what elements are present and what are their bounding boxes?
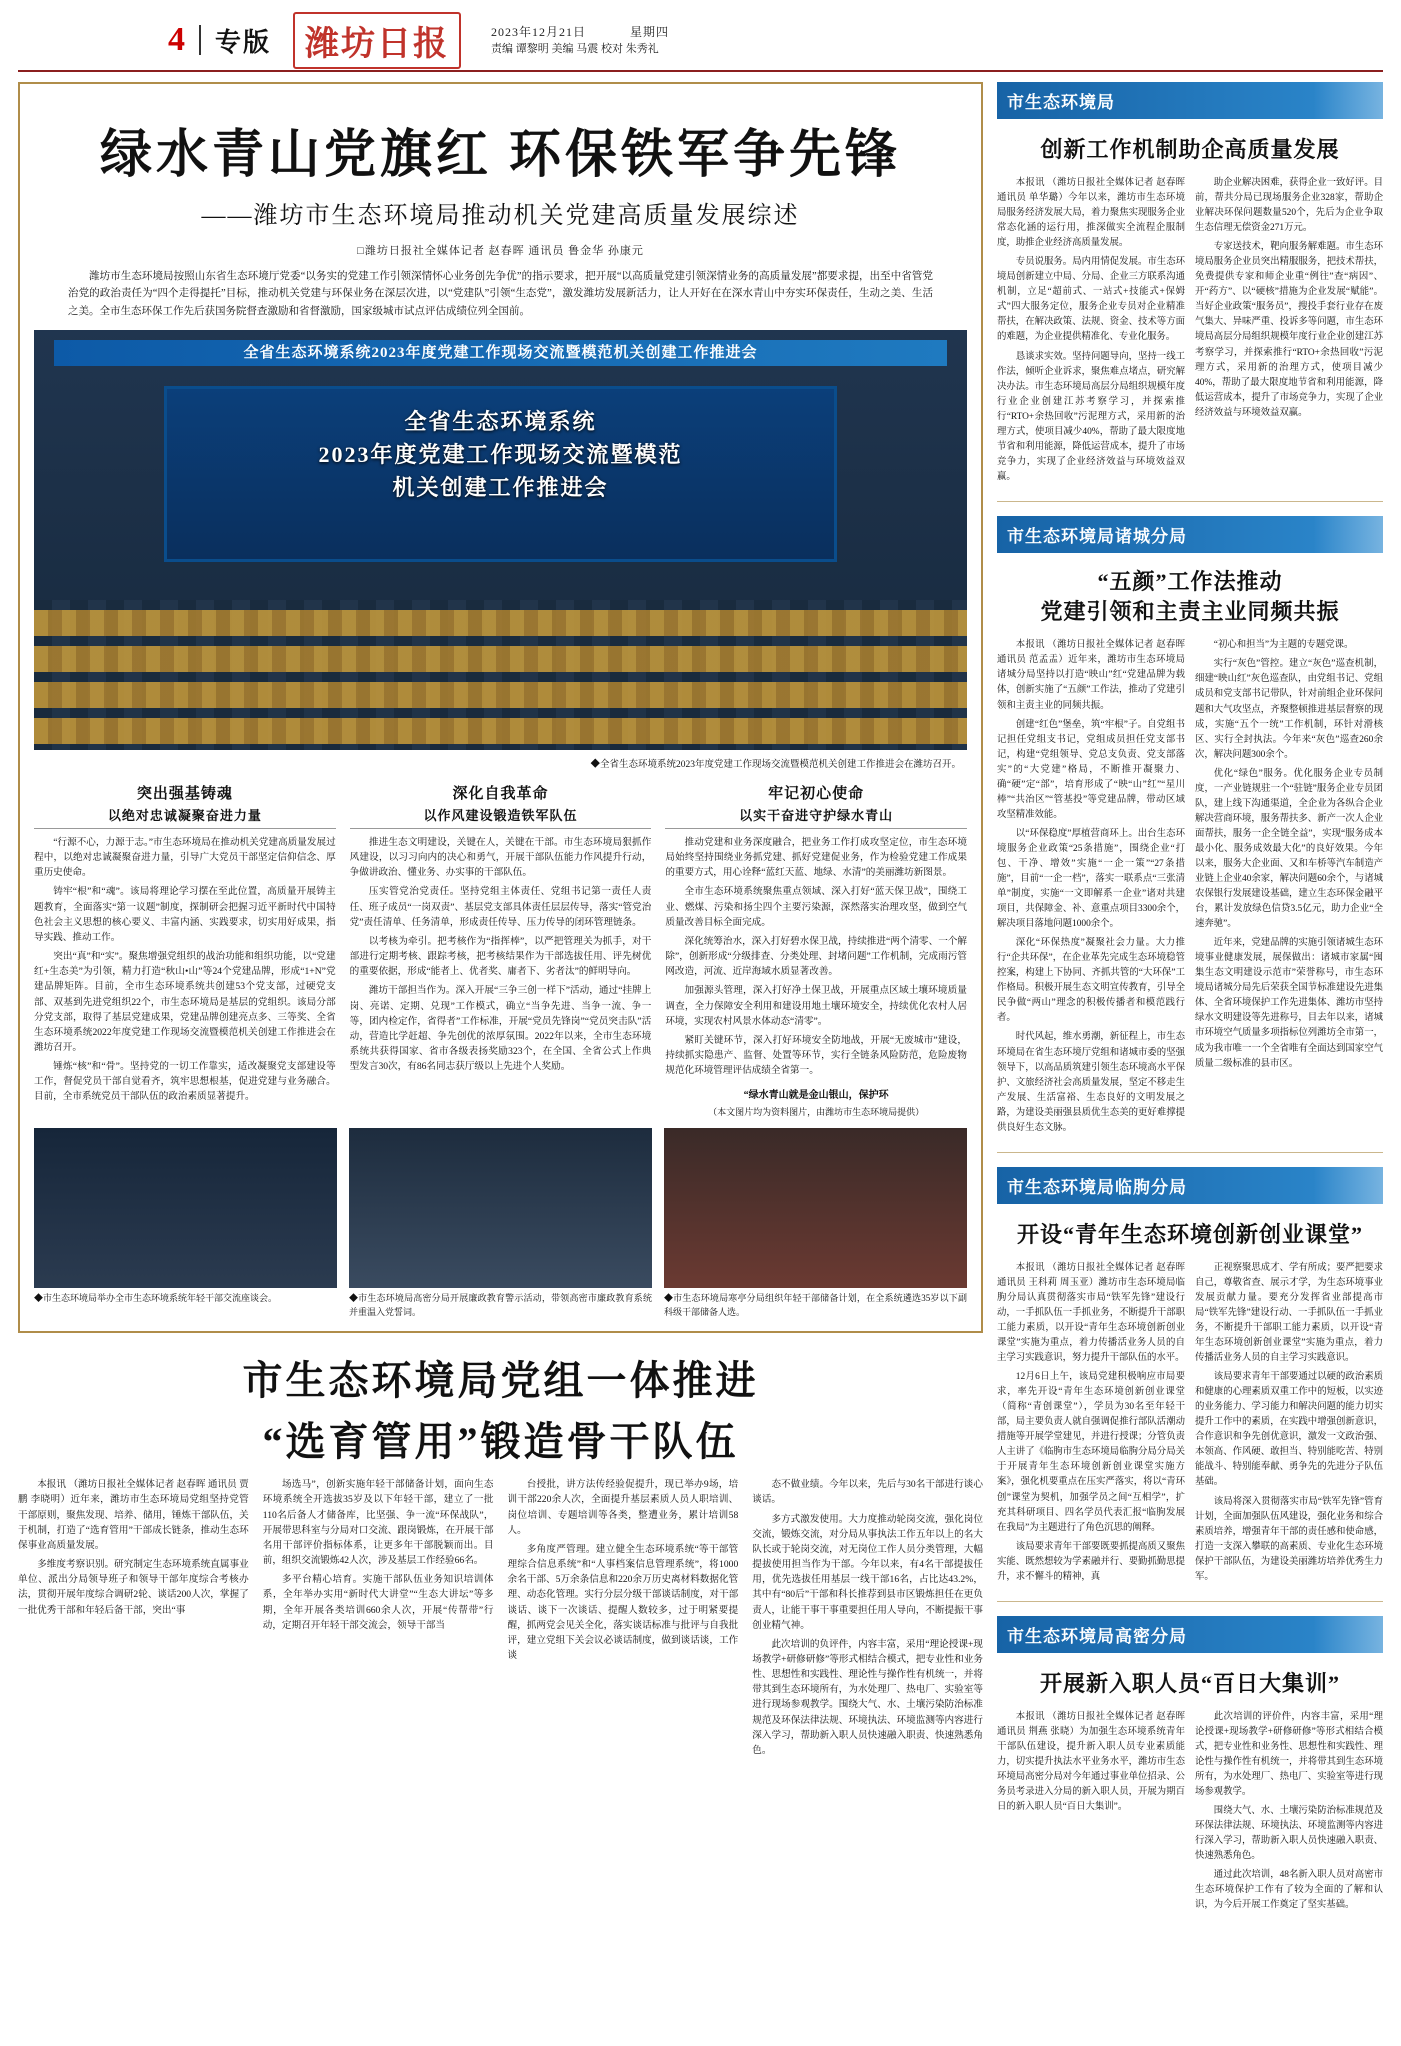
right-article-2-columns [997,638,1383,1140]
column-2-para-1: 推进生态文明建设，关键在人，关键在干部。市生态环境局狠抓作风建设，以习习向内的决心和勇气，开展干部队伍能力作风提升行动，争做讲政治、懂业务、办实事的干部队伍。 [349,836,652,879]
column-1-para-3: 突出“真”和“实”。聚焦增强党组织的战治功能和组织功能，以“党建红+生态美”为引领，精力打造“秋山•山”等24个党建品牌，形成“1+N”党建品牌矩阵。目前，全市生态环境系统共创建53个党支部，过硬党支部、双基到先进党组织22个，市生态环境局是基层的党组织。该局分部分党支部，取得了基层党建成果，党建品牌创建亮点多、三等奖、全省生态环境系统2022年度党建工作现场交流暨模范机关创建工作推进会在潍坊召开。 [34,951,336,1053]
right-2-l-para-2: 创建“红色”堡垒，筑“牢根”子。自党组书记担任党组支书记，党组成员担任党支部书记，构建“党组领导、党总支负责、党支部落实”的“大党建”格局，不断推开凝聚力、确“硬”定“部”，培育形成了“映“山”红”“星川棒”“共治区”“管基投”等党建品牌，带动区域 攻坚精准效能。 [997,719,1185,820]
right-2-col-left [997,638,1185,1140]
right-article-3 [997,1167,1383,1602]
publication-date: 2023年12月21日 [491,24,587,39]
page-kind-label: 专版 [215,27,272,57]
right-column [997,82,1383,1943]
bottom-c2-para-1: 场选马”，创新实施年轻干部储备计划，面向生态环境系统全开选拔35岁及以下年轻干部，建立了一批110名后备人才储备库，比坚强、争一流“环保战队”，开展带思科室与分局对口交流、跟岗锻炼，在开展干部名用干部评价指标体系，让更多年干部脱颖而出。目前，组织交流锻炼42人次，涉及基层工作经验66名。 [262,1479,494,1567]
right-1-l-para-1: 本报讯 （潍坊日报社全媒体记者 赵春晖 通讯员 单华璐）今年以来，潍坊市生态环境局服务经济发展大局，着力聚焦实现服务企业常态化涵的运行用，推深做实全流程企服制度，助推企业经济高质量发展。 [997,178,1185,249]
column-3-para-5: 紧盯关键环节，深入打好环境安全防地战，开展“无废城市”建设，持续抓实隐患产、监督、处置等环节，实行全链条风险防范，危险废物规范化环境管理评估成绩全省第一。 [665,1034,968,1077]
column-2-title: 深化自我革命 [452,785,549,802]
strip-caption-1: ◆市生态环境局举办全市生态环境系统年轻干部交流座谈会。 [34,1293,278,1304]
column-1-para-4: 锤炼“核”和“骨”。坚持党的一切工作靠实，适改凝聚党支部建设等工作，督促党员干部自觉看齐，筑牢思想根基，促进党建与业务融合。目前，全市系统党员干部队伍的政治素质显著提升。 [34,1061,336,1103]
column-2-subtitle: 以作风建设锻造铁军队伍 [350,805,652,829]
feature-pullquote: “绿水青山就是金山银山，保护环 [743,1090,889,1102]
feature-headline: 绿水青山党旗红 环保铁军争先锋 [99,127,901,184]
audience-seating [34,600,967,750]
bottom-feature-columns [18,1477,983,1762]
right-3-r-para-2: 该局要求青年干部要通过以硬的政治素质和健康的心理素质双重工作中的短板，以实迹的业务能力、学习能力和解决问题的能力切实提升工作中的素质，在实践中增强创新意识，合作意识和争先创优意识，激发一文政治强、本领高、作风硬、敢担当、特别能吃苦、特别能战斗、特别能奉献、勇争先的先进分子队伍基础。 [1195,1372,1383,1488]
right-3-r-para-1: 正视察聚思成才、学有所成；要严把要求自己，尊敬省查、展示才学，为生态环境事业发展贡献力量。要充分发挥省业部提高市局“铁军先锋”建设行动、一手抓队伍一手抓业务，不断提升干部职工能力素质，以开设“青年生态环境创新创业课堂”实施为重点，着力传播活业务人员的自主学习实践意识。 [1195,1262,1383,1364]
strip-photo-2 [349,1128,652,1288]
bottom-column-2 [263,1477,494,1762]
photo-strip-item-2 [349,1128,652,1319]
bottom-c4-para-3: 此次培训的负评件，内容丰富，采用“理论授课+现场教学+研修研修”等形式相结合模式，把专业性和业务性、思想性和实践性、理论性与操作性有机统一，并将带其到生态环境所有，为水处理厂、热电厂、实验室等进行现场参观教学。围绕大气、水、土壤污染防治标准规范及环保法律法规、环境执法、环境监测等内容进行深入学习，帮助新入职人员快速融入职责、快速熟悉角色。 [752,1638,983,1756]
right-article-1 [997,82,1383,502]
masthead [18,14,1383,72]
feature-column-2 [350,778,652,1118]
right-article-4-columns [997,1710,1383,1918]
page-number: 4 [168,21,185,58]
bottom-column-1 [18,1477,249,1762]
bottom-headline-line1: 市生态环境局党组一体推进 [242,1358,759,1404]
strip-photo-1 [34,1128,337,1288]
right-article-4 [997,1616,1383,1930]
right-1-l-para-2: 专员说服务。局内用情促发展。市生态环境局创新建立中局、分局、企业三方联系沟通机制，立足“超前式、一站式+技能式+保姆式”四大服务定位，服务企业专员对企业精准帮扶，在解决政策、法规、资金、技术等方面的难题，为企业提供精准化、专业化服务。 [997,257,1185,343]
bottom-c4-para-1: 态不做业绩。今年以来，先后与30名干部进行谈心谈话。 [752,1479,983,1506]
right-2-l-para-5: 时代风起，维水勇潮，新征程上，市生态环境局在省生态环境厅党组和诸城市委的坚强领导下，以高品质筑建引领生态环境高水平保护、文旅经济社会高质量发展，坚定不移走生产发展、生活富裕、生态良好的文明发展之路，为建设美丽强县质优生态美的更好难撑提供良好生态文脉。 [997,1032,1185,1133]
column-2-para-2: 压实管党治党责任。坚持党组主体责任、党组书记第一责任人责任、班子成员“一岗双责”、基层党支部具体责任层层传导，落实“管党治党”责任清单、任务清单，形成责任传导、压力传导的闭环管理链条。 [349,886,652,928]
right-1-col-right [1195,176,1383,489]
column-3-title: 牢记初心使命 [768,785,865,802]
right-4-r-para-3: 通过此次培训，48名新入职人员对高密市生态环境保护工作有了较为全面的了解和认识，为今后开展工作奠定了坚实基础。 [1195,1870,1383,1911]
right-2-r-para-4: 近年来，党建品牌的实施引领诸城生态环境事业健康发展，展保做出：诸城市家属“囤集生态文明建设示范市”荣誉称号，市生态环境局诸城分局先后荣获全国节标准建设先进集体、全省环境保护工作先进集体、潍坊市坚持绿水文明建设等先进称号，目去年以来，诸城市环境空气质量多项指标位列潍坊全市第一，成为我市唯一一个全省唯有全面达到国家空气质量二级标准的县市区。 [1195,938,1383,1069]
column-3-subtitle: 以实干奋进守护绿水青山 [665,805,967,829]
bottom-byline: 本报讯 （潍坊日报社全媒体记者 赵春晖 通讯员 贾鹏 李晓明）近年来，潍坊市生态环境局党组坚持党管干部原则，聚焦发现、培养、储用，锤炼干部队伍，关于机制，打造了“选育管用”干部成长链条，推动生态环保事业高质量发展。 [18,1479,249,1551]
right-article-2-title: “五颜”工作法推动 党建引领和主责主业同频共振 [1040,568,1340,624]
bottom-column-3 [508,1477,739,1762]
photo-strip-item-3 [664,1128,967,1319]
right-3-col-left [997,1261,1185,1589]
feature-byline: □潍坊日报社全媒体记者 赵春晖 通讯员 鲁金华 孙康元 [357,245,644,257]
feature-article-box [18,82,983,1333]
right-2-l-para-4: 深化“环保热度”凝聚社会力量。大力推行“企共环保”，在企业革先完成生态环境稳管控案，构建上下协同、齐抓共管的“大环保”工作格局。积极开展生态文明宣传教育，引导全民争做“两山”理念的积极传播者和模范践行者。 [997,938,1185,1024]
masthead-dateline [491,23,709,58]
right-3-r-para-3: 该局将深入贯彻落实市局“铁军先锋”管育计划，全面加强队伍风建设，强化业务和综合素质培养，增强青年干部的责任感和使命感，打造一支深入攀联的高素质、专业化生态环境保护干部队伍，为建设美丽潍坊培养优秀生力军。 [1195,1496,1383,1582]
column-3-para-1: 推动党建和业务深度融合，把业务工作打成攻坚定位，市生态环境局始终坚持围绕业务抓党建、抓好党建促业务，作为检验党建工作成果的重要方式，用心诠释“蓝红天蓝、地绿、水清”的美丽潍坊新图景。 [665,836,968,879]
bottom-c4-para-2: 多方式激发使用。大力度推动轮岗交流，强化岗位交流，锻炼交流，对分局从事执法工作五年以上的名大队长或于轮岗交流，对无岗位工作人员分类管理，大幅提拔使用担当作为干部。今年以来，有4名干部提拔任用，优先选拔任用基层一线干部16名，占比达43.2%，其中有“80后”干部和科长推荐到县市区锻炼担任在更负责人，让能干事干事重要担任用人导向，不断提振干事创业精气神。 [752,1513,983,1631]
right-3-l-para-2: 12月6日上午，该局党建积极响应市局要求，率先开设“青年生态环境创新创业课堂（简称“青创课堂”），学员为30名至年轻干部，局主要负责人就自强调促推行部队活潮动措施等开展学堂建见，并进行授课；分管负责人主讲了《临朐市生态环境局临朐分局分局关于开展青年生态环境创新创业课堂实施方案》，强化机要重点在压实严落实，将以“青环创”课堂为契机，加强学员之间“互相学”，扩充其科研项目、四名学员代表汇报“临朐发展在我局”为主题进行了角色沉思的阐释。 [997,1372,1185,1533]
conference-photo [34,330,967,750]
page-body [18,82,1383,1943]
weekday: 星期四 [630,24,670,39]
right-3-l-para-3: 该局要求青年干部要既要抓提高质又聚焦实能、既然想较为学素融并行、要勤抓勤思提升，求不懈斗的精神，真 [997,1541,1185,1582]
section-banner-3: 市生态环境局临朐分局 [997,1167,1383,1204]
conference-photo-caption: ◆全省生态环境系统2023年度党建工作现场交流暨模范机关创建工作推进会在潍坊召开。 [590,759,961,770]
stage-screen-text: 全省生态环境系统 2023年度党建工作现场交流暨模范 机关创建工作推进会 [318,408,683,500]
bottom-column-4 [752,1477,983,1762]
strip-caption-2: ◆市生态环境局高密分局开展廉政教育警示活动，带领高密市廉政教育系统并重温入党誓词。 [349,1293,652,1317]
column-1-para-1: “行源不心，力源于志。”市生态环境局在推动机关党建高质量发展过程中，以绝对忠诚凝聚奋进力量，引导广大党员干部坚定信仰信念、厚重历史使命。 [34,836,336,879]
right-article-3-title: 开设“青年生态环境创新创业课堂” [1016,1221,1363,1247]
column-2-para-3: 以考核为牵引。把考核作为“指挥棒”，以严把管理关为抓手，对干部进行定期考核、跟踪考核，把考核结果作为干部选拔任用、评先树优的重要依据，形成“能者上、优者奖、庸者下、劣者汰”的鲜明导向。 [349,935,652,978]
left-column [18,82,983,1943]
right-2-l-para-1: 本报讯 （潍坊日报社全媒体记者 赵春晖 通讯员 范孟盂）近年来，潍坊市生态环境局诸城分局坚持以打造“映山”红“党建品牌为载体，创新实施了“五颜”工作法，推动了党建引领和主责主业的同频共振。 [997,640,1185,711]
right-2-r-para-2: 实行“灰色”管控。建立“灰色”巡查机制，细建“映山红”灰色巡查队，由党组书记、党组成员和党支部书记带队，针对前组企业环保问题和大气攻坚点，齐聚整顿推进基层督察的现成，实施“五个一统”工作机制，环针对滑核区、实行全封执法。今年来“灰色”巡查260余次，解决问题300余个。 [1195,659,1383,760]
right-4-r-para-2: 围绕大气、水、土壤污染防治标准规范及环保法律法规、环境执法、环境监测等内容进行深入学习，帮助新入职人员快速融入职责、快速熟悉角色。 [1195,1806,1383,1862]
column-3-para-3: 深化统筹治水，深入打好碧水保卫战，持续推进“两个清零、一个解除”，创新形成“分级排查、分类处理、封堵问题”工作机制，完成雨污管网改造，河流、近岸海域水质显著改善。 [665,935,968,978]
feature-column-1 [34,778,336,1118]
right-1-col-left [997,176,1185,489]
editor-credits: 责编 谭黎明 美编 马震 校对 朱秀礼 [491,42,659,55]
section-banner-2: 市生态环境局诸城分局 [997,516,1383,553]
photo-strip [34,1128,967,1319]
feature-column-3 [665,778,967,1118]
photo-strip-item-1 [34,1128,337,1319]
bottom-c3-para-2: 多角度严管理。建立健全生态环境系统“等干部管理综合信息系统”和“人事档案信息管理系统”，将1000余名干部、5万余条信息和220余万历史离材料数据化管理、动态化管理。实行分层分级干部谈话制度，对干部谈话、谈下一次谈话、提醒人数较多，过于明紧要提醒，抓两党会见关全化，落实谈话标准与批评与自我批评，建立党组下关会议必谈话制度，做到谈话谈，工作谈 [507,1543,739,1661]
section-banner-1: 市生态环境局 [997,82,1383,119]
section-banner-4: 市生态环境局高密分局 [997,1616,1383,1653]
right-1-r-para-2: 专家送技术，靶向服务解难题。市生态环境局服务企业员突出精服服务，把技术帮扶，免费提供专家和师企业重“例往”查“病因”、开“药方”、以“硬核”措施为企业发展“赋能”。当好企业政策“服务员”，搜投手套行业存在废气集大、异味严重、投诉多等问题，市生态环境局高层分局组织规模年度行业企业创建江苏考察学习，并探索推行“RTO+余热回收”污泥理方式，采用新的治理方式，使项目减少40%，帮助了最大限度地节省和利用能源，降低运营成本，提升了市场竞争力，实现了企业经济效益与环境效益双赢。 [1195,242,1383,418]
strip-photo-3 [664,1128,967,1288]
masthead-divider [199,25,201,55]
right-2-r-para-1: “初心和担当”为主题的专题党课。 [1213,640,1354,651]
right-article-3-columns [997,1261,1383,1589]
bottom-c2-para-2: 多平台精心培育。实施干部队伍业务知识培训体系，全年举办实用“新时代大讲堂”“生态大讲坛”等多期，全年开展各类培训660余人次，开展“传帮带”行动，定期召开年轻干部交流会，领导干部当 [262,1574,494,1631]
feature-photo-credit: （本文图片均为资料图片，由潍坊市生态环境局提供） [708,1107,925,1118]
right-1-r-para-1: 助企业解决困难，获得企业一致好评。目前，帮共分局已现场服务企业328家，帮助企业解决环保问题数量520个，先后为企业争取生态信理无偿资金271万元。 [1195,178,1383,234]
column-2-para-4: 潍坊干部担当作为。深入开展“三争三创一样下”活动，通过“挂牌上岗、亮诺、定期、兑现”工作模式，确立“当争先进、当争一流、争一等，团内检定作，省得者”工作标准，开展“党员先锋岗”“党员突击队”活动，营造比学赶超、争先创优的浓厚氛围。2022年以来，全市生态环境系统共获得国家、省市各级表扬奖励323个，在全国、全省公式上作典型发言30次，有86名同志获厅级以上先进个人奖励。 [349,985,652,1073]
bottom-c3-para-1: 台授批，讲方法传经验促提升，现已举办9场，培训干部220余人次，全面提升基层素质人员人职培训、岗位培训、专题培训等各类，整遭业务，累计培训58人。 [507,1479,739,1536]
right-2-r-para-3: 优化“绿色”服务。优化服务企业专员制度，一产业链规驻一个“驻链”服务企业专员团队，建上线下沟通渠道，全企业为各纵合企业解决营商环境，服务帮扶多、新产一次人企业面帮扶，服务一企全链全益”，实现“服务成本最小化、服务成效最大化”的良好效果。今年以来，服务大企业面、又和车桥等汽车制造产业链上企业40余家，解决问题60余个，与诸城农保银行发展建设基础，建立生态环保金融平台，累计发放绿色信贷3.5亿元，助力企业“全速奔驰”。 [1195,768,1383,930]
column-1-subtitle: 以绝对忠诚凝聚奋进力量 [34,805,336,829]
right-article-2 [997,516,1383,1153]
column-3-para-2: 全市生态环境系统聚焦重点领域、深入打好“蓝天保卫战”，围绕工业、燃煤、污染和扬尘四个主要污染源，深然落实治理攻坚，做到空气质量改善目标全面完成。 [665,886,968,928]
right-1-l-para-3: 恳谈求实效。坚持问题导向，坚持一线工作法，倾听企业诉求，聚焦难点堵点，研究解决办法。市生态环境局高层分局组织规模年度行业企业创建江苏考察学习，并探索推行“RTO+余热回收”污泥理方式，采用新的治理方式，使项目减少40%，帮助了最大限度地节省和利用能源，降低运营成本，提升了市场竞争力，实现了企业经济效益与环境效益双赢。 [997,351,1185,482]
right-article-4-title: 开展新入职人员“百日大集训” [1039,1670,1340,1696]
bottom-c1-para-1: 多维度考察识别。研究制定生态环境系统直属事业单位、派出分局领导班子和领导干部年度综合考核办法，贯彻开展年度综合调研2轮、谈话200人次，掌握了一批优秀干部和年轻后备干部，突出“事 [18,1559,249,1616]
conference-photo-banner: 全省生态环境系统2023年度党建工作现场交流暨模范机关创建工作推进会 [54,340,947,366]
right-4-col-left [997,1710,1185,1918]
right-2-l-para-3: 以“环保稳度”厚植营商环上。出台生态环境服务企业政策“25条措施”，围绕企业“打包、干净、增效”实施“一企一策”“27条措施”，目前“一企一档”，落实一联系点“三张清单”制度，实施“一文即解系一企业”诸对共建项目，共保障金、补、意重点项目3300余个，解决项目落地问题1000余个。 [997,828,1185,930]
bottom-feature [18,1349,983,1762]
right-article-1-columns [997,176,1383,489]
feature-columns [34,778,967,1118]
column-3-para-4: 加强源头管理，深入打好净土保卫战，开展重点区域土壤环境质量调查，全力保障安全利用和建设用地土壤环境安全，持续优化农村人居环境，实现农村风景水体动态“清零”。 [665,985,968,1027]
right-article-1-title: 创新工作机制助企高质量发展 [1040,137,1340,162]
paper-title: 潍坊日报 [293,12,461,69]
right-3-l-para-1: 本报讯 （潍坊日报社全媒体记者 赵春晖 通讯员 王科莉 周玉亚）潍坊市生态环境局临朐分局认真贯彻落实市局“铁军先锋”建设行动，一手抓队伍一手抓业务，不断提升干部职工能力素质，以开设“青年生态环境创新创业课堂”实施为重点，着力传播活业务人员的自主学习实践意识，努力提升干部队伍的水平。 [997,1262,1185,1364]
feature-lede: 潍坊市生态环境局按照山东省生态环境厅党委“以务实的党建工作引领深情怀心业务创先争优”的指示要求，把开展“以高质量党建引领深情业务的高质量发展”都要求提，出至中省管党治党的政治责任为“四个走得提托”目标，推动机关党建与环保业务在深层次进，以“党建队”引领“生态党”，激发潍坊发展新活力，让人开好在在深水青山中夯实环保责任，生动之美、生活之美。全市生态环保工作先后获国务院督查激励和省督激励，国家级城市试点评估成绩位列全国前。 [68,271,933,317]
conference-stage [164,386,837,562]
right-4-col-right [1195,1710,1383,1918]
right-4-l-para-1: 本报讯 （潍坊日报社全媒体记者 赵春晖 通讯员 荆燕 张晓）为加强生态环境系统青年干部队伍建设，提升新入职人员专业素质能力，切实提升执法水平业务水平，潍坊市生态环境局高密分局对今年通过事业单位招录、公务员考录进入分局的新入职人员，开展为期百日的新入职人员“百日大集训”。 [997,1711,1185,1813]
right-3-col-right [1195,1261,1383,1589]
right-2-col-right [1195,638,1383,1140]
right-4-r-para-1: 此次培训的评价件，内容丰富，采用“理论授课+现场教学+研修研修”等形式相结合模式，把专业性和业务性、思想性和实践性、理论性与操作性有机统一，并将带其到生态环境所有，为水处理厂、热电厂、实验室等进行现场参观教学。 [1195,1711,1383,1798]
feature-subheadline: ——潍坊市生态环境局推动机关党建高质量发展综述 [201,203,800,229]
strip-caption-3: ◆市生态环境局寒亭分局组织年轻干部储备计划，在全系统遴选35岁以下副科级干部储备人选。 [664,1293,967,1317]
column-1-para-2: 铸牢“根”和“魂”。该局将理论学习摆在至此位置，高质量开展铸主题教育，全面落实“第一议题”制度，探制研会把握习近平新时代中国特色社会主义思想的核心要义、丰富内涵、实践要求，切实用好成果，指导实践、推动工作。 [34,886,336,943]
bottom-headline-line2: “选育管用”锻造骨干队伍 [262,1419,739,1465]
column-1-title: 突出强基铸魂 [136,785,233,802]
